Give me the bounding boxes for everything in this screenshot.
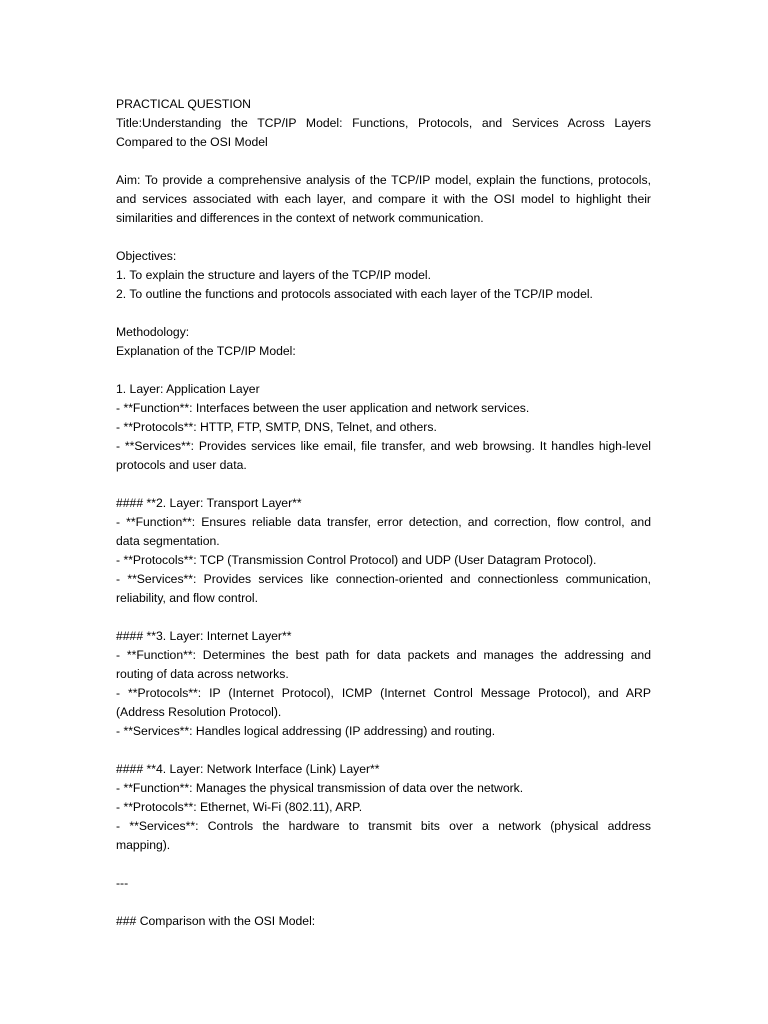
blank-line [116,893,651,912]
text-line: - **Function**: Ensures reliable data transfer, error detection, and correction, flow control, and [116,515,651,529]
text-line: #### **3. Layer: Internet Layer** [116,629,292,643]
text-line: (Address Resolution Protocol). [116,705,282,719]
text-line: - **Function**: Interfaces between the user application and network services. [116,401,530,415]
text-line: - **Protocols**: IP (Internet Protocol), ICMP (Internet Control Message Protocol), and ARP [116,686,651,700]
text-line: - **Protocols**: Ethernet, Wi-Fi (802.11), ARP. [116,800,363,814]
text-line: Methodology: [116,325,190,339]
text-line: ### Comparison with the OSI Model: [116,914,316,928]
text-line: reliability, and flow control. [116,591,259,605]
text-line: Title:Understanding the TCP/IP Model: Functions, Protocols, and Services Across Layers [116,116,651,130]
text-line: protocols and user data. [116,458,247,472]
text-line: Compared to the OSI Model [116,135,268,149]
text-line: - **Function**: Manages the physical transmission of data over the network. [116,781,524,795]
blank-line [116,741,651,760]
text-line: 2. To outline the functions and protocols associated with each layer of the TCP/IP model. [116,287,593,301]
text-line: --- [116,876,129,890]
text-line: mapping). [116,838,171,852]
blank-line [116,228,651,247]
text-line: 1. Layer: Application Layer [116,382,260,396]
text-line: similarities and differences in the context of network communication. [116,211,484,225]
text-line: - **Services**: Provides services like email, file transfer, and web browsing. It handles high-level [116,439,651,453]
text-line: - **Protocols**: HTTP, FTP, SMTP, DNS, Telnet, and others. [116,420,437,434]
blank-line [116,152,651,171]
text-line: PRACTICAL QUESTION [116,97,251,111]
blank-line [116,608,651,627]
blank-line [116,304,651,323]
text-line: data segmentation. [116,534,220,548]
text-line: Explanation of the TCP/IP Model: [116,344,296,358]
text-line: - **Protocols**: TCP (Transmission Control Protocol) and UDP (User Datagram Protocol). [116,553,597,567]
text-line: - **Function**: Determines the best path for data packets and manages the addressing and [116,648,651,662]
text-line: #### **2. Layer: Transport Layer** [116,496,302,510]
text-line: #### **4. Layer: Network Interface (Link) Layer** [116,762,380,776]
text-line: 1. To explain the structure and layers of the TCP/IP model. [116,268,432,282]
text-line: - **Services**: Handles logical addressing (IP addressing) and routing. [116,724,496,738]
blank-line [116,361,651,380]
text-line: Objectives: [116,249,177,263]
blank-line [116,475,651,494]
blank-line [116,855,651,874]
text-line: routing of data across networks. [116,667,289,681]
text-line: - **Services**: Provides services like connection-oriented and connectionless communication, [116,572,651,586]
text-line: - **Services**: Controls the hardware to transmit bits over a network (physical address [116,819,651,833]
text-line: and services associated with each layer, and compare it with the OSI model to highlight their [116,192,651,206]
text-line: Aim: To provide a comprehensive analysis of the TCP/IP model, explain the functions, protocols, [116,173,651,187]
document-body [116,95,651,931]
